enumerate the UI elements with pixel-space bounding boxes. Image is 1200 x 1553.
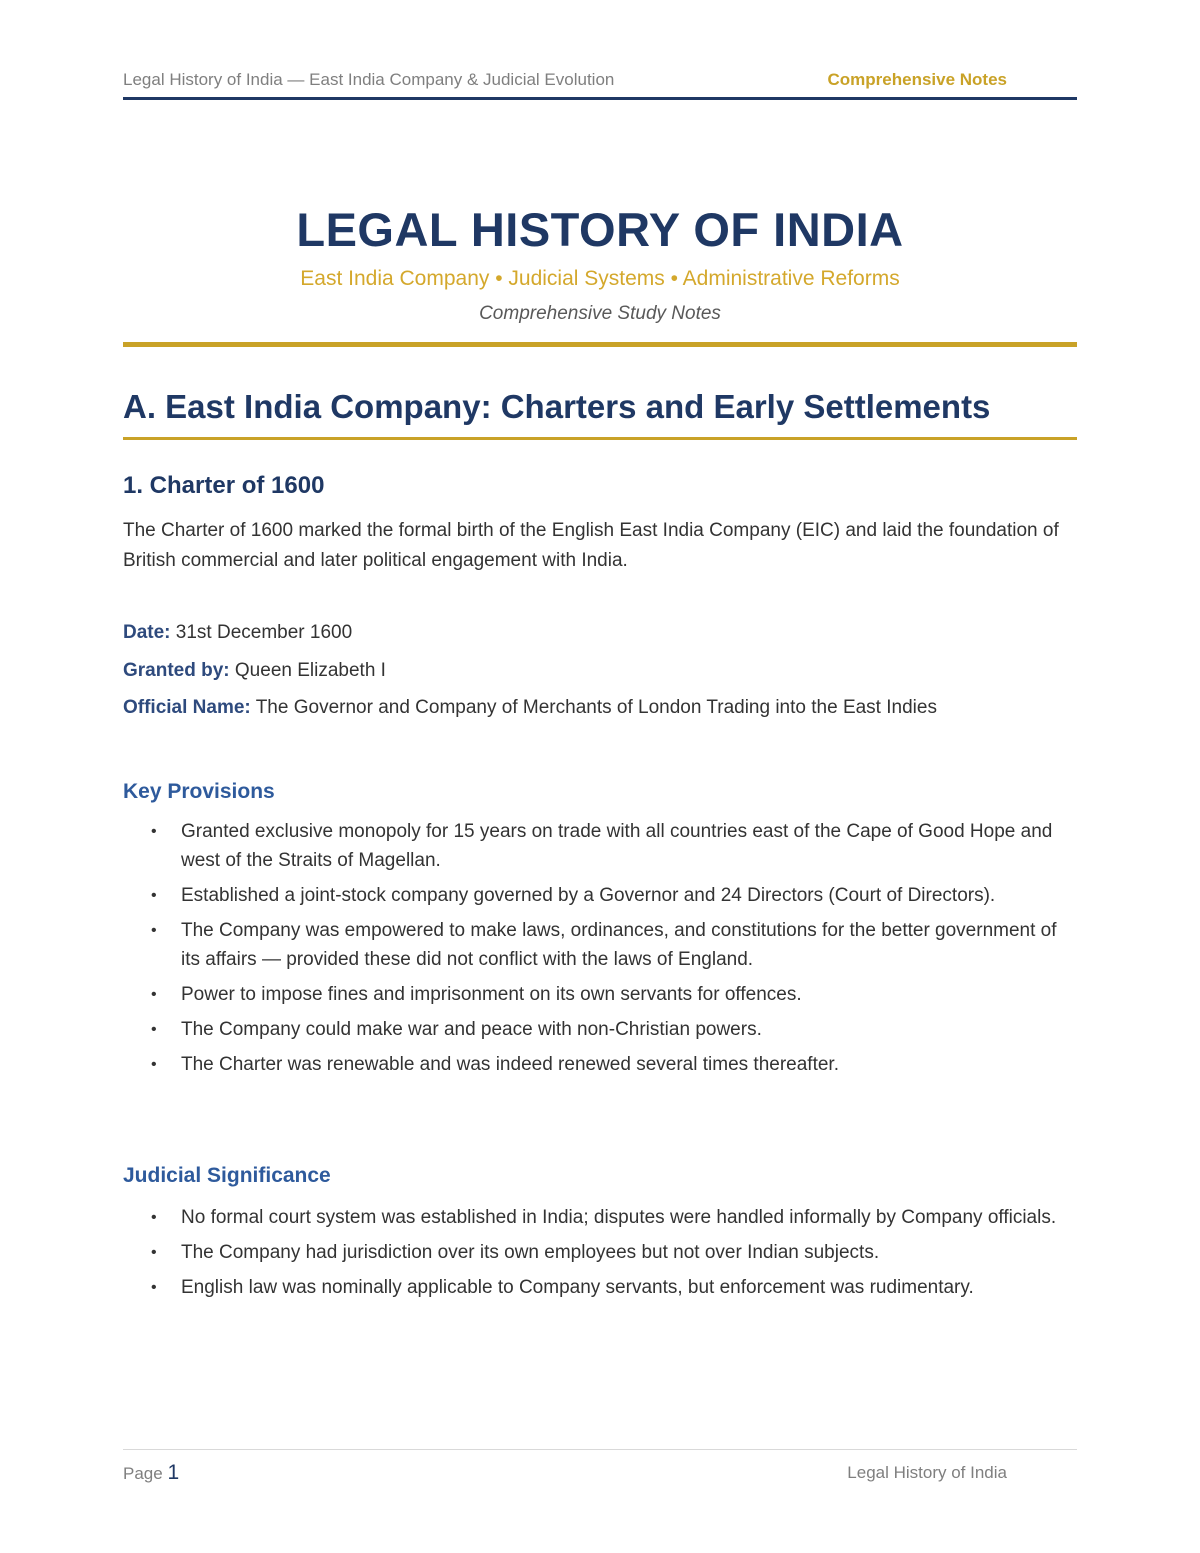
list-item: • Established a joint-stock company governed by a Governor and 24 Directors (Court of Directors).: [123, 881, 1077, 910]
document-subtitle: East India Company • Judicial Systems • Administrative Reforms: [300, 267, 900, 290]
subsection-heading: 1. Charter of 1600: [123, 472, 325, 499]
list-item: • The Company could make war and peace with non-Christian powers.: [123, 1015, 1077, 1044]
list-item: • English law was nominally applicable to Company servants, but enforcement was rudimentary.: [123, 1273, 1077, 1302]
fact-label: Official Name:: [123, 697, 251, 718]
list-item: • Power to impose fines and imprisonment on its own servants for offences.: [123, 980, 1077, 1009]
document-kicker: Comprehensive Study Notes: [479, 303, 721, 324]
bullet-icon: •: [151, 1021, 157, 1038]
section-heading-text: A. East India Company: Charters and Early Settlements: [123, 388, 991, 425]
bullet-icon: •: [151, 922, 157, 939]
bullet-icon: •: [151, 823, 157, 840]
list-item: • No formal court system was established in India; disputes were handled informally by Company officials.: [123, 1203, 1077, 1232]
page-number-value: 1: [167, 1461, 180, 1484]
header-label: Comprehensive Notes: [827, 70, 1007, 89]
footer-divider: [123, 1449, 1077, 1450]
page-label: Page: [123, 1464, 163, 1483]
list-item: • The Charter was renewable and was indeed renewed several times thereafter.: [123, 1050, 1077, 1079]
bullet-icon: •: [151, 887, 157, 904]
document-title: LEGAL HISTORY OF INDIA: [296, 203, 904, 256]
bullet-icon: •: [151, 1279, 157, 1296]
fact-label: Date:: [123, 622, 171, 643]
fact-value: 31st December 1600: [175, 622, 353, 643]
running-header: [123, 66, 1077, 100]
title-divider: [123, 342, 1077, 347]
bullet-icon: •: [151, 1056, 157, 1073]
key-provisions-heading: Key Provisions: [123, 780, 275, 803]
section-heading: [123, 386, 1077, 440]
list-item: • Granted exclusive monopoly for 15 years on trade with all countries east of the Cape of Good Hope and west of the Straits of Magellan.: [123, 817, 1077, 875]
header-title: Legal History of India — East India Company & Judicial Evolution: [123, 70, 615, 89]
list-item: • The Company was empowered to make laws, ordinances, and constitutions for the better government of its affairs — provided these did not conflict with the laws of England.: [123, 916, 1077, 974]
list-item: • The Company had jurisdiction over its own employees but not over Indian subjects.: [123, 1238, 1077, 1267]
footer-title: Legal History of India: [847, 1463, 1007, 1482]
fact-official-name: [123, 697, 937, 719]
intro-paragraph: The Charter of 1600 marked the formal birth of the English East India Company (EIC) and laid the foundation of British commercial and later political engagement with India.: [123, 520, 1059, 571]
bullet-icon: •: [151, 986, 157, 1003]
bullet-icon: •: [151, 1209, 157, 1226]
fact-value: Queen Elizabeth I: [234, 660, 386, 681]
key-provisions-list: [123, 817, 1077, 1085]
judicial-significance-heading: Judicial Significance: [123, 1164, 331, 1187]
fact-granted-by: [123, 660, 386, 682]
bullet-icon: •: [151, 1244, 157, 1261]
fact-value: The Governor and Company of Merchants of London Trading into the East Indies: [255, 697, 937, 718]
fact-label: Granted by:: [123, 660, 230, 681]
judicial-significance-list: [123, 1203, 1077, 1308]
page-number: [123, 1461, 179, 1485]
fact-date: [123, 622, 352, 644]
